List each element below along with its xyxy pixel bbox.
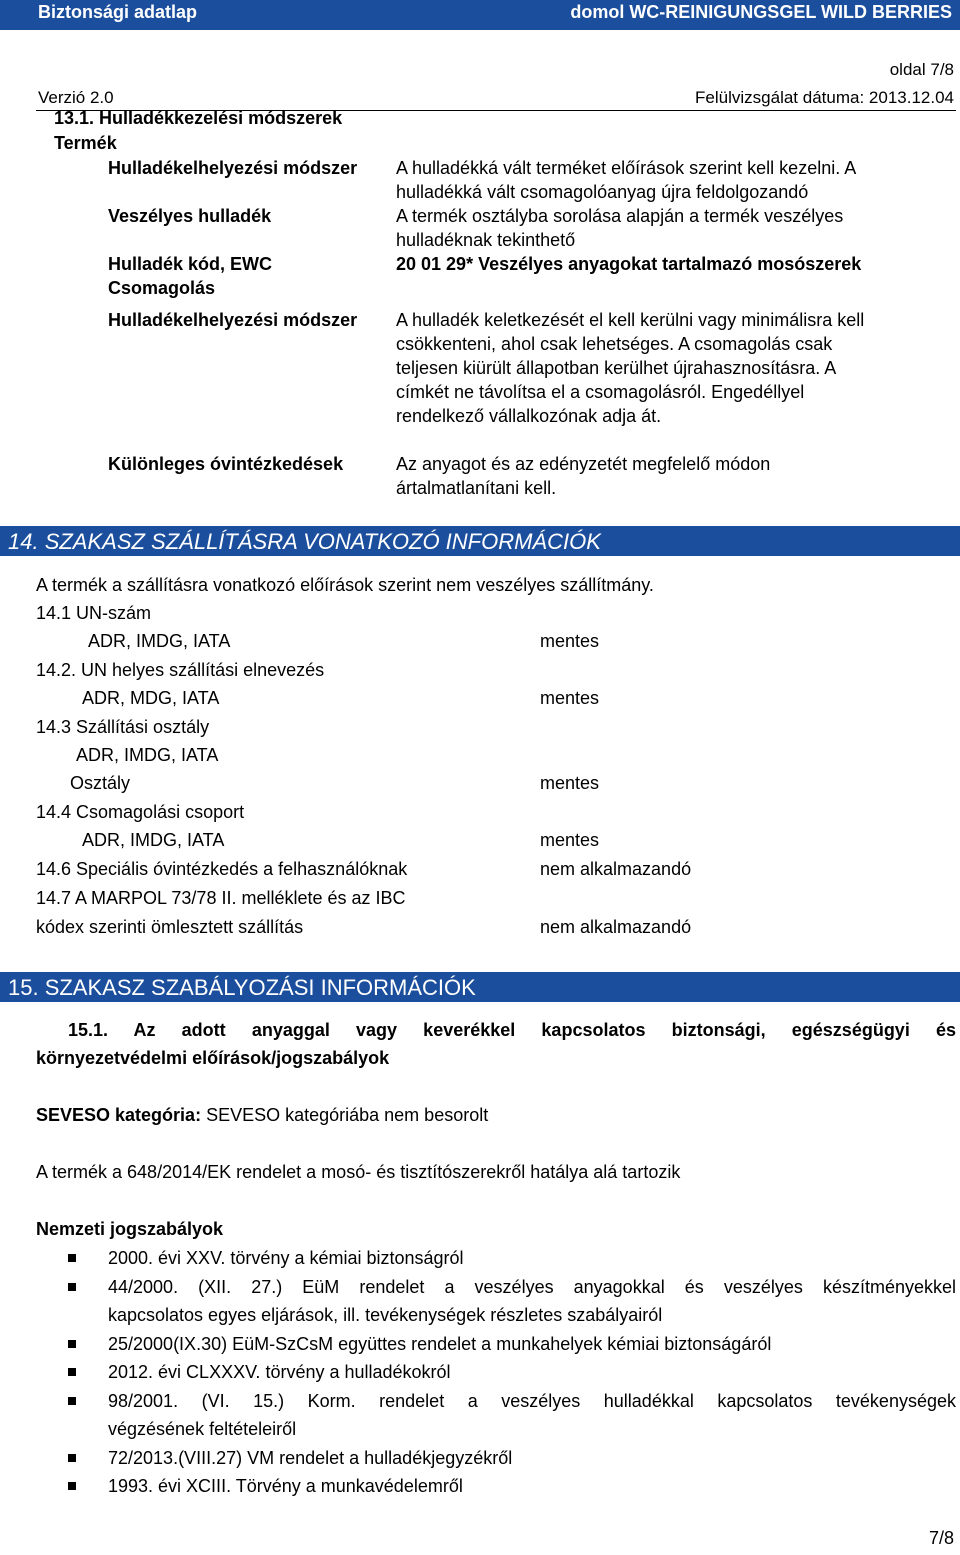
national-heading: Nemzeti jogszabályok (36, 1219, 224, 1239)
disposal-label: Hulladékelhelyezési módszer (108, 158, 358, 178)
pack-disposal-label: Hulladékelhelyezési módszer (108, 310, 358, 330)
un-name-sub: ADR, MDG, IATA (82, 688, 220, 708)
law-item-1: 2000. évi XXV. törvény a kémiai biztonságról (108, 1248, 464, 1268)
ewc-label: Hulladék kód, EWC (108, 254, 273, 274)
disposal-line-1: A hulladékká vált terméket előírások szerint kell kezelni. A (396, 158, 857, 178)
header-band (0, 0, 960, 30)
class-value: mentes (540, 773, 600, 793)
class-label: 14.3 Szállítási osztály (36, 717, 210, 737)
pack-line-2: csökkenteni, ahol csak lehetséges. A csomagolás csak (396, 334, 833, 354)
special-line-2: ártalmatlanítani kell. (396, 478, 557, 498)
revision-date: Felülvizsgálat dátuma: 2013.12.04 (695, 88, 954, 107)
marpol-line-2: kódex szerinti ömlesztett szállítás (36, 917, 304, 937)
seveso-value: SEVESO kategóriába nem besorolt (201, 1105, 489, 1125)
law-item-4: 2012. évi CLXXXV. törvény a hulladékokról (108, 1362, 451, 1382)
class-sub: ADR, IMDG, IATA (76, 745, 219, 765)
footer-page-number: 7/8 (928, 1528, 954, 1548)
disposal-line-2: hulladékká vált csomagolóanyag újra feldolgozandó (396, 182, 809, 202)
special-precautions-value: nem alkalmazandó (540, 859, 692, 879)
bullet-square-icon (68, 1368, 76, 1376)
un-name-value: mentes (540, 688, 600, 708)
packaging-heading: Csomagolás (108, 278, 216, 298)
page-number-top: oldal 7/8 (889, 60, 954, 79)
section-15-1-line-2: környezetvédelmi előírások/jogszabályok (36, 1048, 390, 1068)
un-name-label: 14.2. UN helyes szállítási elnevezés (36, 660, 325, 680)
section-15-title: 15. SZAKASZ SZABÁLYOZÁSI INFORMÁCIÓK (8, 975, 476, 1000)
pack-line-5: rendelkező vállalkozónak adja át. (396, 406, 662, 426)
hazardous-line-1: A termék osztályba sorolása alapján a termék veszélyes (396, 206, 844, 226)
special-precautions-label: 14.6 Speciális óvintézkedés a felhasználóknak (36, 859, 408, 879)
pack-group-label: 14.4 Csomagolási csoport (36, 802, 245, 822)
ewc-value: 20 01 29* Veszélyes anyagokat tartalmazó mosószerek (396, 254, 862, 274)
section-15-band (0, 972, 960, 1002)
bullet-square-icon (68, 1340, 76, 1348)
law-item-2: 44/2000. (XII. 27.) EüM rendelet a veszélyes anyagokkal és veszélyes készítményekkel (108, 1277, 956, 1297)
version: Verzió 2.0 (38, 88, 114, 107)
special-line-1: Az anyagot és az edényzetét megfelelő módon (396, 454, 771, 474)
marpol-value: nem alkalmazandó (540, 917, 692, 937)
pack-line-3: teljesen kiürült állapotban kerülhet újrahasznosításra. A (396, 358, 837, 378)
law-item-3: 25/2000(IX.30) EüM-SzCsM együttes rendelet a munkahelyek kémiai biztonságáról (108, 1334, 772, 1354)
hazardous-line-2: hulladéknak tekinthető (396, 230, 576, 250)
section-14-band (0, 526, 960, 556)
doc-type: Biztonsági adatlap (38, 2, 198, 22)
seveso-label: SEVESO kategória: (36, 1105, 202, 1125)
law-item-7: 1993. évi XCIII. Törvény a munkavédelemről (108, 1476, 463, 1496)
special-label: Különleges óvintézkedések (108, 454, 344, 474)
class-sub-2: Osztály (70, 773, 131, 793)
section-13-1-title: 13.1. Hulladékkezelési módszerek (54, 108, 343, 128)
transport-intro: A termék a szállításra vonatkozó előírások szerint nem veszélyes szállítmány. (36, 575, 654, 595)
law-item-6: 72/2013.(VIII.27) VM rendelet a hulladékjegyzékről (108, 1448, 513, 1468)
un-number-label: 14.1 UN-szám (36, 603, 152, 623)
product-heading: Termék (54, 133, 117, 153)
un-number-value: mentes (540, 631, 600, 651)
pack-group-sub: ADR, IMDG, IATA (82, 830, 225, 850)
seveso-line (36, 1105, 488, 1126)
section-15-1-line-1: 15.1. Az adott anyaggal vagy keverékkel kapcsolatos biztonsági, egészségügyi és (68, 1020, 956, 1040)
un-number-sub: ADR, IMDG, IATA (88, 631, 231, 651)
section-14-title: 14. SZAKASZ SZÁLLÍTÁSRA VONATKOZÓ INFORMÁCIÓK (8, 529, 601, 554)
bullet-square-icon (68, 1397, 76, 1405)
bullet-square-icon (68, 1254, 76, 1262)
law-item-5-cont: végzésének feltételeiről (108, 1419, 297, 1439)
pack-line-1: A hulladék keletkezését el kell kerülni vagy minimálisra kell (396, 310, 865, 330)
bullet-square-icon (68, 1482, 76, 1490)
product-name: domol WC-REINIGUNGSGEL WILD BERRIES (570, 2, 952, 22)
bullet-square-icon (68, 1283, 76, 1291)
law-item-5: 98/2001. (VI. 15.) Korm. rendelet a veszélyes hulladékkal kapcsolatos tevékenységek (108, 1391, 956, 1411)
bullet-square-icon (68, 1454, 76, 1462)
law-item-2-cont: kapcsolatos egyes eljárások, ill. tevékenységek részletes szabályairól (108, 1305, 663, 1325)
marpol-line-1: 14.7 A MARPOL 73/78 II. melléklete és az IBC (36, 888, 406, 908)
pack-line-4: címkét ne távolítsa el a csomagolásról. Engedéllyel (396, 382, 805, 402)
hazardous-label: Veszélyes hulladék (108, 206, 272, 226)
regulation-line: A termék a 648/2014/EK rendelet a mosó- és tisztítószerekről hatálya alá tartozik (36, 1162, 681, 1182)
pack-group-value: mentes (540, 830, 600, 850)
